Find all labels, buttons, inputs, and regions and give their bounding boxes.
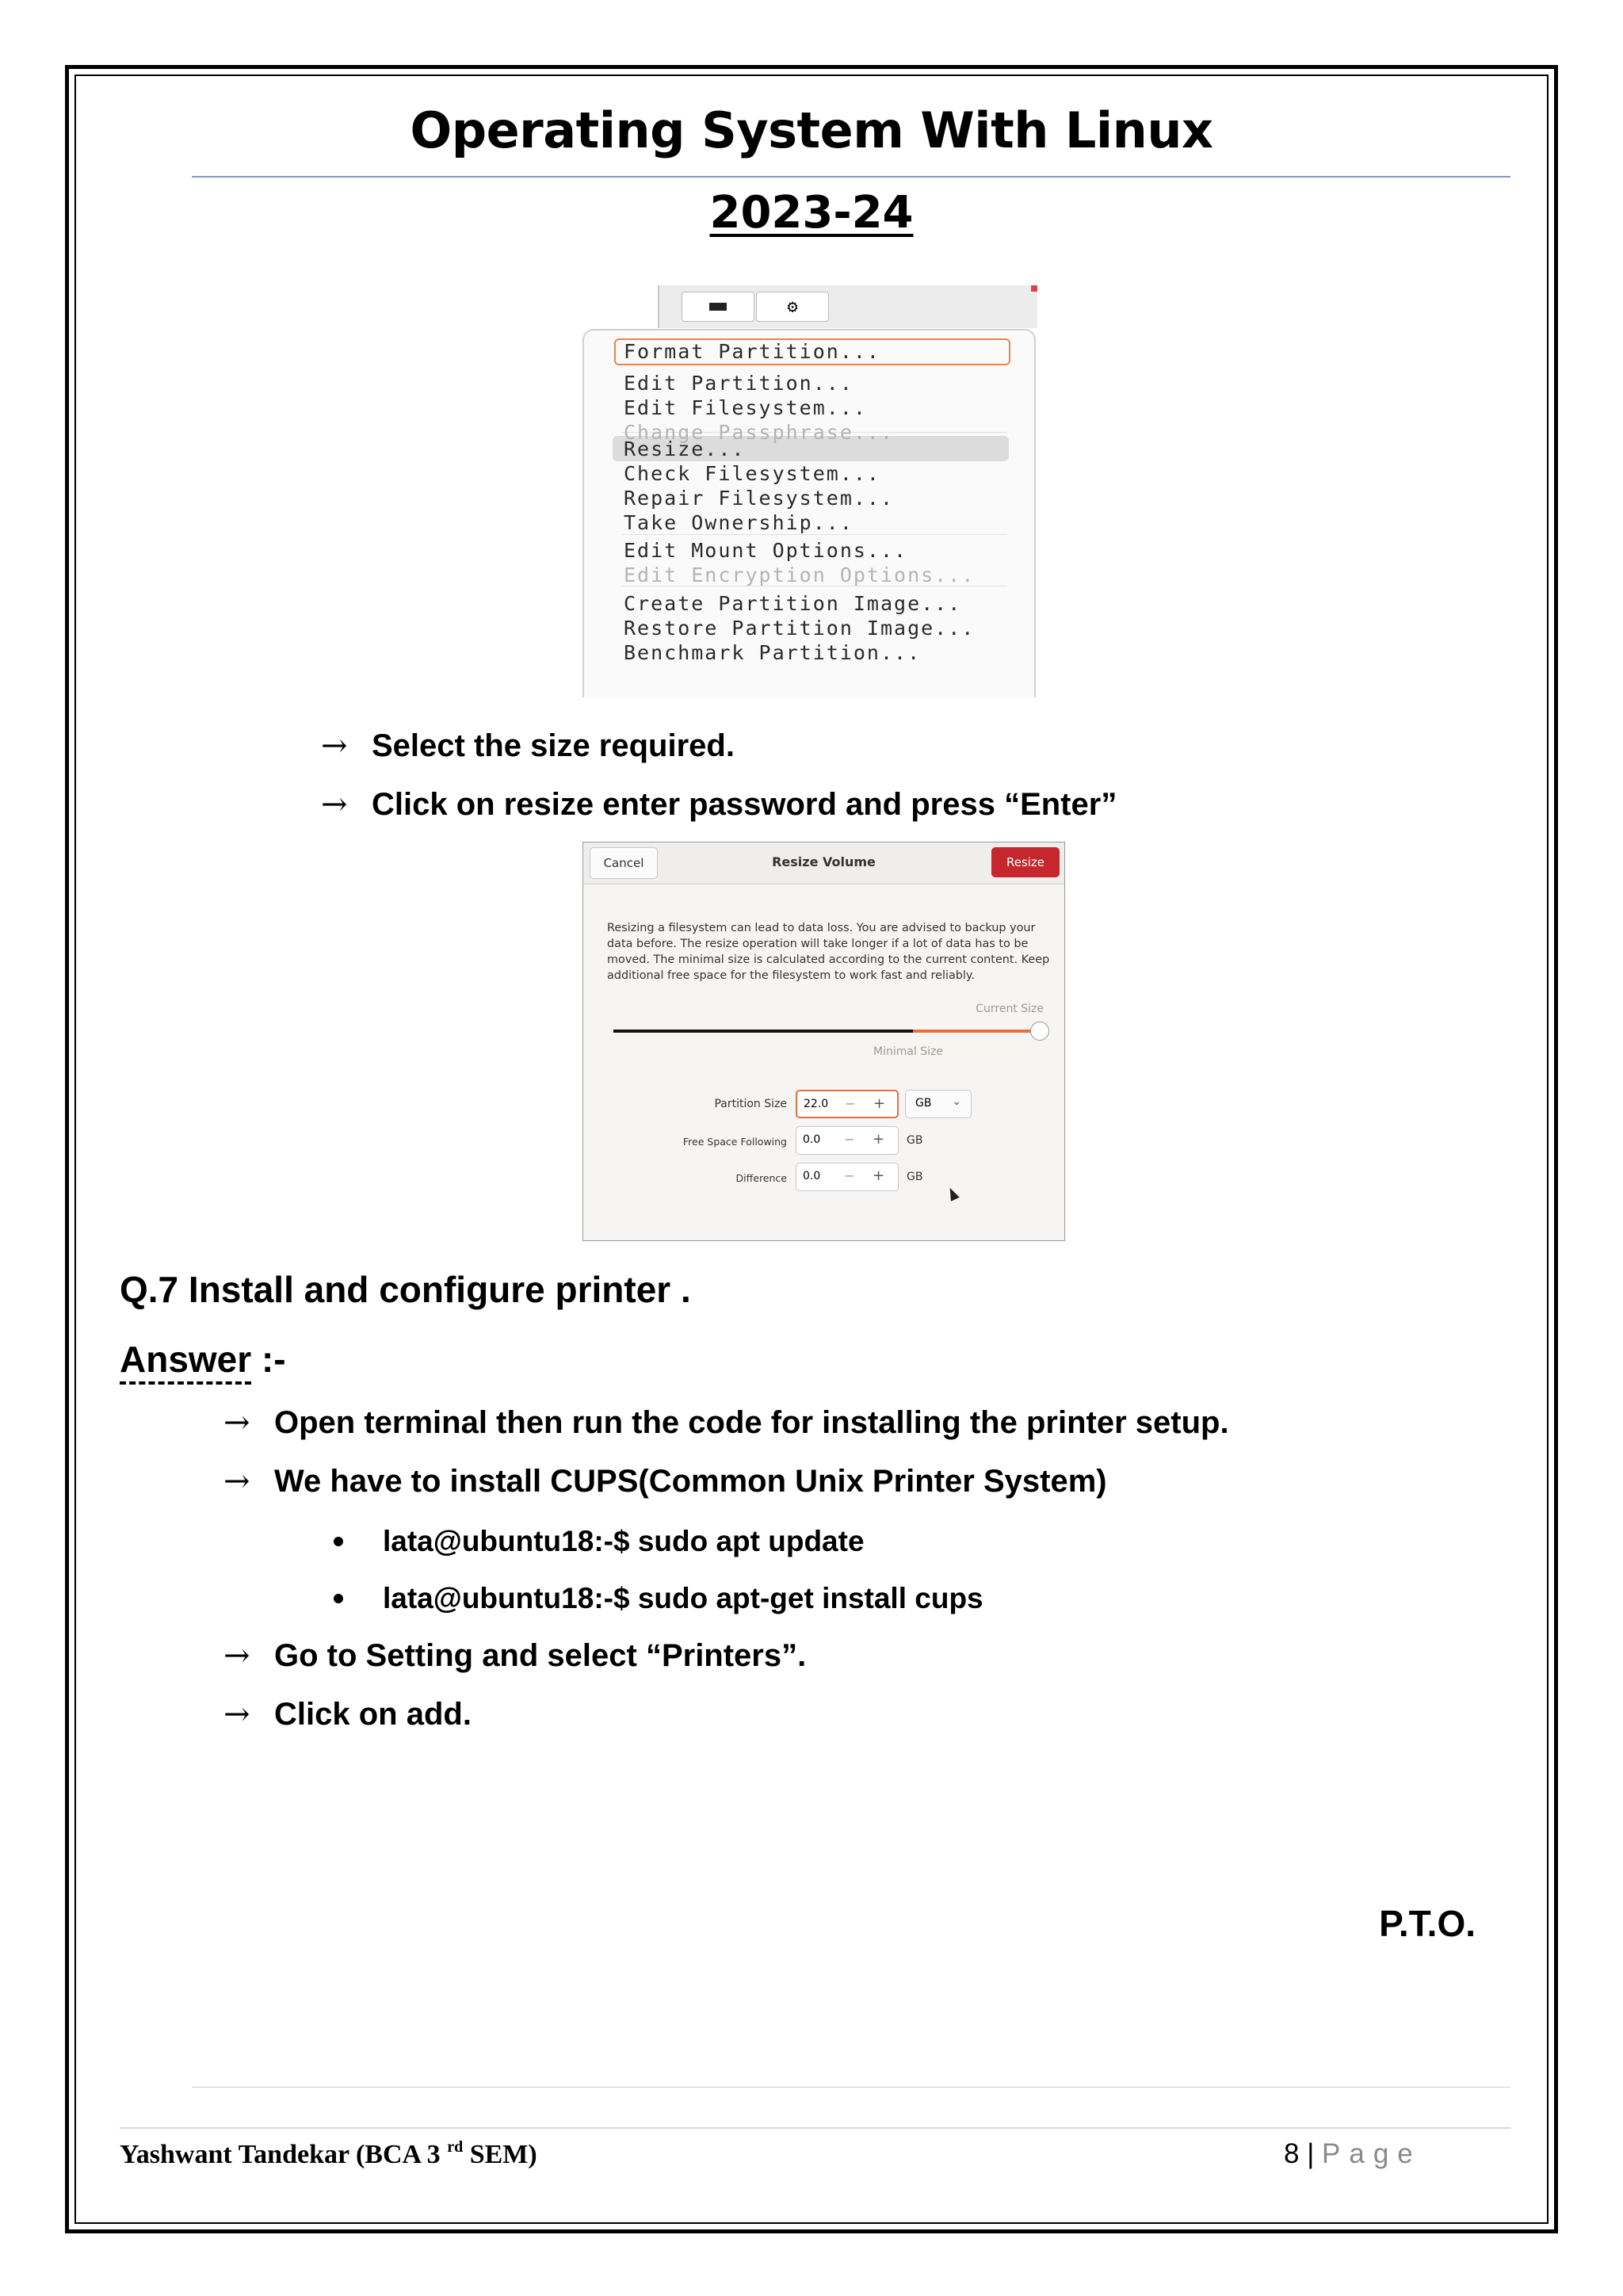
partition-context-menu <box>582 329 1036 697</box>
arrow-icon: → <box>223 1404 250 1441</box>
menu-item-edit-mount-options[interactable]: Edit Mount Options... <box>624 539 908 562</box>
free-space-spinner[interactable] <box>796 1126 899 1155</box>
question-heading: Q.7 Install and configure printer . <box>120 1269 691 1310</box>
window-edge-accent <box>1031 285 1037 292</box>
arrow-icon: → <box>223 1637 250 1674</box>
menu-item-edit-encryption-options[interactable]: Edit Encryption Options... <box>624 563 976 586</box>
resize-button[interactable]: Resize <box>991 847 1060 877</box>
free-space-value: 0.0 <box>803 1133 821 1146</box>
cancel-button[interactable]: Cancel <box>590 847 658 879</box>
menu-item-edit-filesystem[interactable]: Edit Filesystem... <box>624 396 867 419</box>
unit-selected: GB <box>915 1097 932 1110</box>
footer-divider <box>120 2127 1510 2129</box>
settings-button[interactable] <box>756 292 829 322</box>
stop-icon <box>709 303 727 311</box>
menu-item-change-passphrase[interactable]: Change Passphrase... <box>624 421 895 444</box>
footer-author <box>120 2138 537 2170</box>
author-prefix: Yashwant Tandekar (BCA 3 <box>120 2140 448 2169</box>
menu-item-resize[interactable]: Resize... <box>624 437 746 460</box>
menu-item-take-ownership[interactable]: Take Ownership... <box>624 511 854 534</box>
command-text: lata@ubuntu18:-$ sudo apt update <box>383 1525 865 1557</box>
unit-dropdown[interactable] <box>905 1090 972 1118</box>
footer-divider <box>192 2087 1510 2088</box>
stop-button[interactable] <box>682 292 754 322</box>
dialog-header <box>583 842 1064 884</box>
page-number <box>1284 2138 1422 2170</box>
slider-track-free <box>913 1030 1038 1033</box>
step-item <box>223 1404 1229 1441</box>
partition-menu-screenshot <box>582 285 1037 697</box>
author-sup: rd <box>447 2138 464 2156</box>
page-word: Page <box>1322 2138 1422 2169</box>
menu-item-restore-partition-image[interactable]: Restore Partition Image... <box>624 617 976 640</box>
answer-suffix: :- <box>251 1339 286 1380</box>
command-item <box>334 1525 865 1558</box>
academic-year: 2023-24 <box>709 187 914 239</box>
dialog-description: Resizing a filesystem can lead to data loss. You are advised to backup your data before. The resize operation will take longer if a lot of data has to be moved. The minimal size is calculated according to the current content. Keep additional free space for the filesystem to work fast and reliably. <box>607 922 1050 982</box>
page-number-value: 8 <box>1284 2138 1300 2169</box>
arrow-icon: → <box>321 728 348 764</box>
difference-unit: GB <box>907 1171 923 1183</box>
difference-label: Difference <box>735 1172 787 1184</box>
page-separator: | <box>1299 2138 1323 2169</box>
dialog-title: Resize Volume <box>772 854 876 869</box>
step-item <box>321 786 1117 823</box>
menu-item-repair-filesystem[interactable]: Repair Filesystem... <box>624 487 895 510</box>
current-size-label: Current Size <box>976 1003 1044 1015</box>
please-turn-over: P.T.O. <box>1379 1903 1476 1944</box>
free-space-unit: GB <box>907 1134 923 1147</box>
step-text: We have to install CUPS(Common Unix Printer System) <box>274 1463 1107 1499</box>
free-space-label: Free Space Following <box>682 1136 787 1148</box>
partition-size-value: 22.0 <box>804 1098 829 1110</box>
resize-volume-dialog <box>582 842 1065 1241</box>
step-text: Open terminal then run the code for installing the printer setup. <box>274 1404 1229 1440</box>
size-slider-handle[interactable] <box>1030 1022 1049 1041</box>
partition-size-spinner[interactable] <box>796 1090 899 1118</box>
menu-item-check-filesystem[interactable]: Check Filesystem... <box>624 462 880 485</box>
step-text: Click on add. <box>274 1696 472 1732</box>
arrow-icon: → <box>321 786 348 823</box>
arrow-icon: → <box>223 1463 250 1499</box>
menu-item-format-partition[interactable]: Format Partition... <box>624 340 880 363</box>
bullet-icon <box>334 1537 343 1546</box>
step-text: Select the size required. <box>372 728 735 763</box>
step-item <box>321 728 735 764</box>
gear-icon: ⚙ <box>787 296 798 317</box>
menu-separator <box>622 534 1007 535</box>
mouse-pointer-icon <box>945 1186 960 1201</box>
difference-spinner[interactable] <box>796 1163 899 1191</box>
author-suffix: SEM) <box>463 2140 537 2169</box>
difference-value: 0.0 <box>803 1170 821 1182</box>
header-divider <box>192 176 1510 178</box>
answer-heading <box>120 1338 286 1381</box>
plus-icon[interactable]: + <box>873 1167 885 1184</box>
step-text: Go to Setting and select “Printers”. <box>274 1637 807 1673</box>
menu-item-benchmark-partition[interactable]: Benchmark Partition... <box>624 641 922 664</box>
step-item <box>223 1637 806 1674</box>
partition-size-label: Partition Size <box>714 1098 787 1110</box>
command-item <box>334 1582 983 1615</box>
plus-icon[interactable]: + <box>873 1095 886 1112</box>
minus-icon[interactable]: − <box>844 1168 855 1183</box>
step-text: Click on resize enter password and press “Enter” <box>372 786 1117 822</box>
chevron-down-icon: ⌄ <box>952 1095 961 1108</box>
arrow-icon: → <box>223 1696 250 1733</box>
document-title: Operating System With Linux <box>410 101 1213 159</box>
menu-item-edit-partition[interactable]: Edit Partition... <box>624 372 854 395</box>
step-item <box>223 1463 1107 1499</box>
disk-toolbar <box>658 285 1037 328</box>
plus-icon[interactable]: + <box>873 1131 885 1148</box>
bullet-icon <box>334 1594 343 1603</box>
minus-icon[interactable]: − <box>845 1096 856 1111</box>
minus-icon[interactable]: − <box>844 1132 855 1147</box>
command-text: lata@ubuntu18:-$ sudo apt-get install cups <box>383 1582 983 1614</box>
minimal-size-label: Minimal Size <box>873 1045 944 1058</box>
menu-item-create-partition-image[interactable]: Create Partition Image... <box>624 592 962 615</box>
answer-word: Answer <box>120 1339 251 1385</box>
slider-track-used <box>613 1030 913 1033</box>
step-item <box>223 1696 472 1733</box>
